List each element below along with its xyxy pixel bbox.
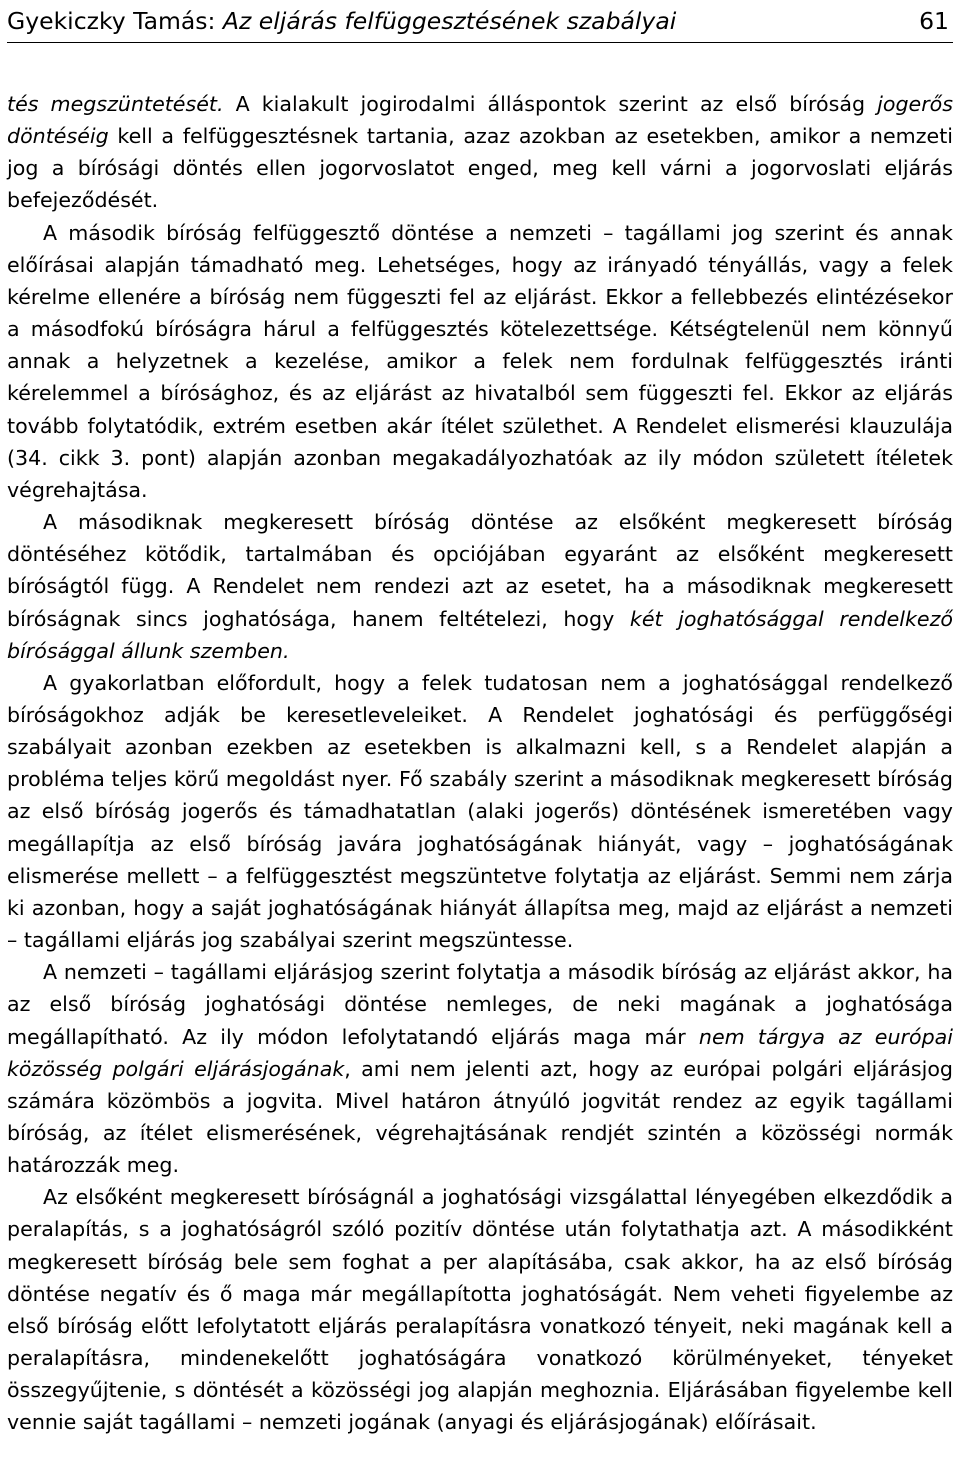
body-text [7,88,953,1439]
text-run: nem tárgya az európai közösség polgári eljárásjogának [7,1024,954,1081]
text-run: jogerős döntéséig [7,92,953,149]
text-run: A nemzeti – tagállami eljárásjog szerint folytatja a második bíróság az eljárást akkor, ha az első bíróság joghatósági döntése nemleges, de neki magának a joghatósága megállapítható. Az ily módon lefolytatandó eljárás maga már [7,960,953,1049]
text-run: A másodiknak megkeresett bíróság döntése az elsőként megkeresett bíróság döntéséhez kötődik, tartalmában és opciójában egyaránt az elsőként megkeresett bíróságtól függ. A Rendelet nem rendezi azt az esetet, ha a másodiknak megkeresett bíróságnak sincs joghatósága, hanem feltételezi, hogy [7,510,953,631]
paragraph-2 [7,217,953,506]
text-run: , ami nem jelenti azt, hogy az európai polgári eljárásjog számára közömbös a jogvita. Mivel határon átnyúló jogvitát rendez az egyik tagállami bíróság, az ítélet elismerésének, végrehajtásának rendjét szintén a közösségi normák határozzák meg. [7,1056,953,1178]
paragraph-5 [7,956,953,1181]
paragraph-1 [7,88,953,217]
header-author: Gyekiczky Tamás: [7,7,216,35]
paragraph-3 [7,506,953,667]
header-chapter-title: Az eljárás felfüggesztésének szabályai [222,7,677,35]
page-header [7,6,953,43]
text-run: kell a felfüggesztésnek tartania, azaz azokban az esetekben, amikor a nemzeti jog a bírósági döntés ellen jogorvoslatot enged, meg kell várni a jogorvoslati eljárás befejeződését. [7,124,953,213]
paragraph-4 [7,667,953,956]
text-run: A kialakult jogirodalmi álláspontok szerint az első bíróság [223,92,878,116]
text-run: A második bíróság felfüggesztő döntése a nemzeti – tagállami jog szerint és annak előírásai alapján támadható meg. Lehetséges, hogy az irányadó tényállás, vagy a felek kérelme ellenére a bíróság nem függeszti fel az eljárást. Ekkor a fellebbezés elintézésekor a másodfokú bíróságra hárul a felfüggesztés kötelezettsége. Kétségtelenül nem könnyű annak a helyzetnek a kezelése, amikor a felek nem fordulnak felfüggesztés iránti kérelemmel a bírósághoz, és az eljárást az hivatalból sem függeszti fel. Ekkor az eljárás tovább folytatódik, extrém esetben akár ítélet születhet. A Rendelet elismerési klauzulája (34. cikk 3. pont) alapján azonban megakadályozhatóak az ily módon született ítéletek végrehajtása. [7,220,953,502]
paragraph-6 [7,1181,953,1438]
text-run: tés megszüntetését. [7,92,224,116]
text-run: Az elsőként megkeresett bíróságnál a joghatósági vizsgálattal lényegében elkezdődik a peralapítás, s a joghatóságról szóló pozitív döntése után folytathatja azt. A másodikként megkeresett bíróság bele sem foghat a per alapításába, csak akkor, ha az első bíróság döntése negatív és ő maga már megállapította joghatóságát. Nem veheti figyelembe az első bíróság előtt lefolytatott eljárás peralapításra vonatkozó tényeit, neki magának kell a peralapításra, mindenekelőtt joghatóságára vonatkozó körülményeket, tényeket összegyűjtenie, s döntését a közösségi jog alapján meghoznia. Eljárásában figyelembe kell vennie saját tagállami – nemzeti jogának (anyagi és eljárásjogának) előírásait. [7,1185,953,1435]
running-title [7,8,676,34]
text-run: A gyakorlatban előfordult, hogy a felek tudatosan nem a joghatósággal rendelkező bíróságokhoz adják be keresetleveleiket. A Rendelet joghatósági és perfüggőségi szabályait azonban ezekben az esetekben is alkalmazni kell, s a Rendelet alapján a probléma teljes körű megoldást nyer. Fő szabály szerint a másodiknak megkeresett bíróság az első bíróság jogerős és támadhatatlan (alaki jogerős) döntésének ismeretében vagy megállapítja az első bíróság javára joghatóságának hiányát, vagy – joghatóságának elismerése mellett – a felfüggesztést megszüntetve folytatja az eljárást. Semmi nem zárja ki azonban, hogy a saját joghatóságának hiányát állapítsa meg, majd az eljárást a nemzeti – tagállami eljárás jog szabályai szerint megszüntesse. [7,670,953,953]
page-number: 61 [919,7,949,35]
text-run: két joghatósággal rendelkező bírósággal állunk szemben. [7,606,953,663]
